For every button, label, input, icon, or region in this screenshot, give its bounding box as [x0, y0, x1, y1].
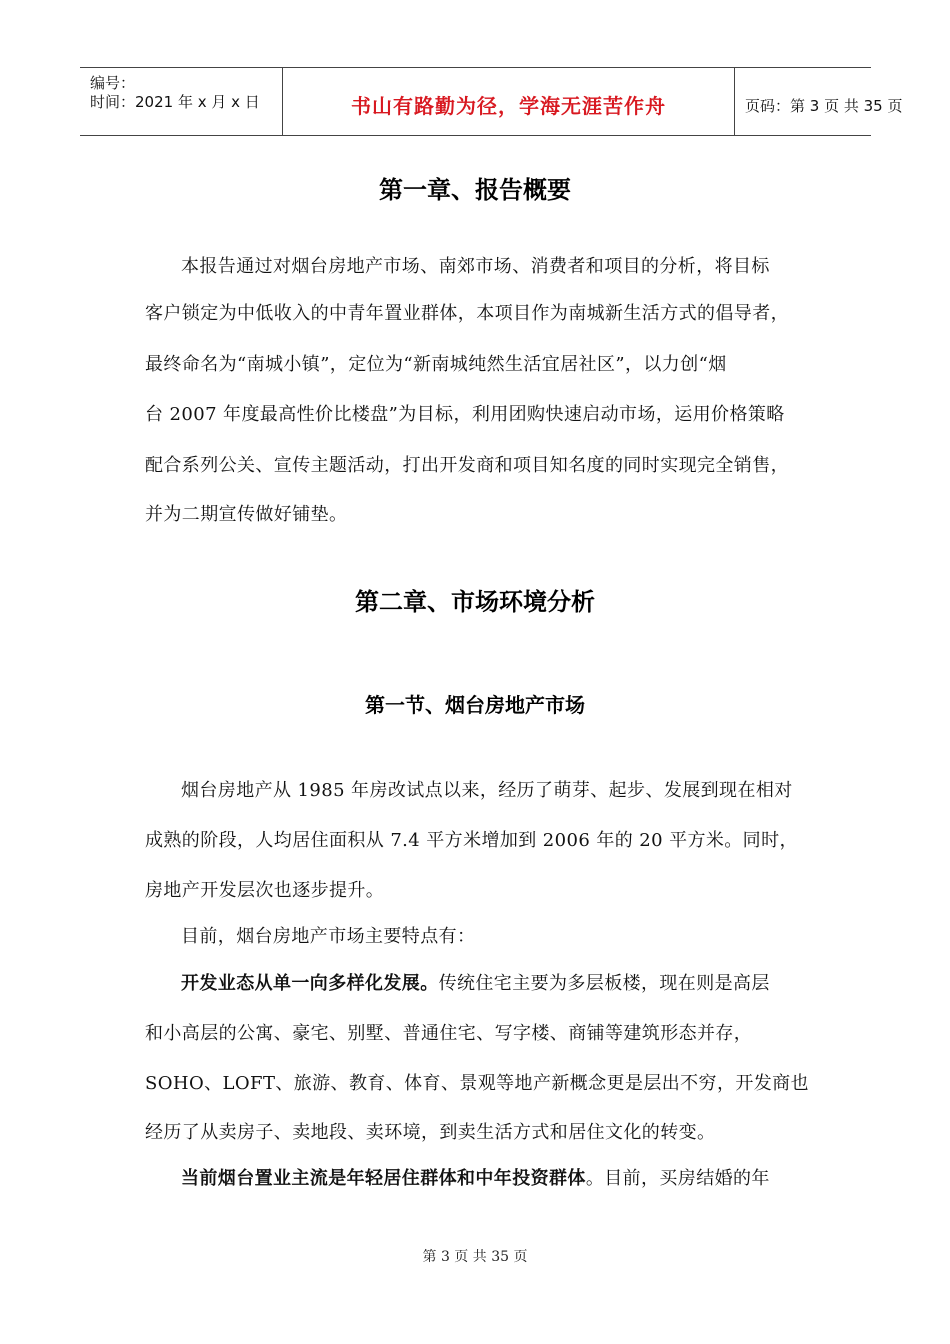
section-1-title: 第一节、烟台房地产市场	[365, 693, 585, 717]
date-label: 时间：2021 年 x 月 x 日	[90, 93, 260, 111]
page-info: 页码：第 3 页 共 35 页	[745, 97, 903, 115]
paragraph-text: 。目前，买房结婚的年	[585, 1168, 770, 1189]
chapter-1-title: 第一章、报告概要	[379, 176, 571, 204]
motto-text: 书山有路勤为径，学海无涯苦作舟	[351, 94, 666, 118]
paragraph-line: 目前，烟台房地产市场主要特点有：	[181, 926, 476, 947]
paragraph-line: 和小高层的公寓、豪宅、别墅、普通住宅、写字楼、商铺等建筑形态并存，	[145, 1023, 753, 1044]
paragraph-line: 最终命名为“南城小镇”，定位为“新南城纯然生活宜居社区”，以力创“烟	[145, 354, 727, 375]
paragraph-line: 台 2007 年度最高性价比楼盘”为目标，利用团购快速启动市场，运用价格策略	[145, 404, 785, 425]
paragraph-line: 经历了从卖房子、卖地段、卖环境，到卖生活方式和居住文化的转变。	[145, 1122, 716, 1143]
paragraph-text: 传统住宅主要为多层板楼，现在则是高层	[438, 973, 770, 994]
paragraph-line: 配合系列公关、宣传主题活动，打出开发商和项目知名度的同时实现完全销售，	[145, 455, 789, 476]
paragraph-line	[181, 969, 770, 995]
paragraph-line: 成熟的阶段，人均居住面积从 7.4 平方米增加到 2006 年的 20 平方米。同时，	[145, 830, 798, 851]
header-page-cell	[735, 68, 903, 135]
paragraph-line: SOHO、LOFT、旅游、教育、体育、景观等地产新概念更是层出不穷，开发商也	[145, 1073, 809, 1094]
paragraph-line: 房地产开发层次也逐步提升。	[145, 880, 385, 901]
paragraph-line	[181, 1164, 770, 1190]
paragraph-line: 烟台房地产从 1985 年房改试点以来，经历了萌芽、起步、发展到现在相对	[181, 780, 793, 801]
paragraph-line: 客户锁定为中低收入的中青年置业群体，本项目作为南城新生活方式的倡导者，	[145, 303, 789, 324]
bold-lead: 开发业态从单一向多样化发展。	[181, 973, 439, 994]
bold-lead: 当前烟台置业主流是年轻居住群体和中年投资群体	[181, 1168, 586, 1189]
code-label: 编号：	[90, 74, 136, 92]
header-meta-cell	[80, 68, 282, 135]
paragraph-line: 本报告通过对烟台房地产市场、南郊市场、消费者和项目的分析，将目标	[181, 256, 770, 277]
chapter-2-title: 第二章、市场环境分析	[355, 588, 595, 616]
header-table	[80, 67, 903, 136]
header-motto-cell	[282, 68, 735, 135]
paragraph-line: 并为二期宣传做好铺垫。	[145, 504, 348, 525]
page-footer: 第 3 页 共 35 页	[422, 1249, 528, 1265]
